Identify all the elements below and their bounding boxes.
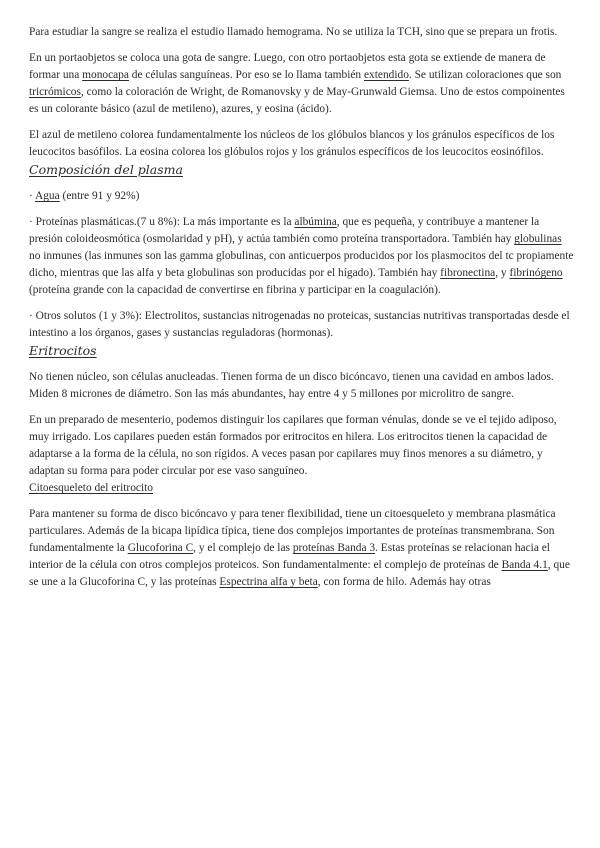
text-run: (proteína grande con la capacidad de convertirse en fibrina y participar en la coagulación). — [29, 284, 441, 296]
text-run: , que se une a la Glucoforina C, y las proteínas — [29, 559, 570, 588]
term-fibronectina: fibronectina — [440, 267, 496, 279]
term-globulinas: globulinas — [514, 233, 562, 245]
subsection-heading-citoesqueleto: Citoesqueleto del eritrocito — [29, 482, 153, 494]
text-run: , con forma de hilo. Además hay otras — [317, 576, 491, 588]
document-page — [29, 24, 575, 591]
eritrocitos-paragraph-citoesqueleto — [29, 506, 575, 591]
term-espectrina: Espectrina alfa y beta — [219, 576, 318, 588]
term-proteinas-banda-3: proteínas Banda 3 — [292, 542, 376, 554]
text-run: . Se utilizan coloraciones que son — [408, 69, 562, 81]
plasma-item-proteinas — [29, 214, 575, 299]
eritrocitos-paragraph-forma: No tienen núcleo, son células anucleadas. Tienen forma de un disco bicóncavo, tienen una cavidad en ambos lados. Miden 8 micrones de diámetro. Son las más abundantes, hay entre 4 y 5 millones por microlitro de sangre. — [29, 371, 554, 400]
term-extendido: extendido — [363, 69, 409, 81]
term-glucoforina-c: Glucoforina C — [127, 542, 194, 554]
text-run: (entre 91 y 92%) — [59, 190, 140, 202]
text-run: · Proteínas plasmáticas.(7 u 8%): La más importante es la — [29, 216, 295, 228]
section-heading-plasma: Composición del plasma — [29, 162, 183, 177]
section-heading-eritrocitos: Eritrocitos — [29, 343, 97, 358]
plasma-item-solutos: · Otros solutos (1 y 3%): Electrolitos, sustancias nitrogenadas no proteicas, sustancias nutritivas transportadas desde el intestino a los órganos, gases y sustancias reguladoras (hormonas). — [29, 310, 570, 339]
intro-paragraph-hemograma: Para estudiar la sangre se realiza el estudio llamado hemograma. No se utiliza la TCH, sino que se prepara un frotis. — [29, 26, 558, 38]
text-run: Para mantener su forma de disco bicóncavo y para tener flexibilidad, tiene un citoesqueleto y membrana plasmática particulares. Además de la bicapa lipídica típica, tiene dos complejos importantes de proteínas transmembrana. Son fundamentalmente la — [29, 508, 556, 554]
eritrocitos-paragraph-mesenterio: En un preparado de mesenterio, podemos distinguir los capilares que forman vénulas, donde se ve el tejido adiposo, muy irrigado. Los capilares pueden están formados por eritrocitos en hilera. Los eritrocitos tienen la capacidad de adaptarse a la forma de la célula, no son rígidos. A veces pasan por capilares muy finos menores a su diámetro, y adaptan su forma para poder circular por ese vaso sanguíneo. — [29, 414, 557, 477]
term-fibrinogeno: fibrinógeno — [509, 267, 563, 279]
plasma-item-agua — [29, 188, 575, 205]
bullet: · — [29, 190, 36, 202]
text-run: , y — [495, 267, 510, 279]
term-banda-4-1: Banda 4.1 — [501, 559, 548, 571]
text-run: no inmunes (las inmunes son las gamma globulinas, con anticuerpos producidos por los plasmocitos del tc propiamente dicho, mientras que las alfa y beta globulinas son producidas por el hígado). También hay — [29, 250, 574, 279]
term-agua: Agua — [35, 190, 60, 202]
text-run: En un portaobjetos se coloca una gota de sangre. Luego, con otro portaobjetos esta gota se extiende de manera de formar una — [29, 52, 546, 81]
text-run: , que es pequeña, y contribuye a mantener la presión coloideosmótica (osmolaridad y pH), y actúa también como proteína transportadora. También hay — [29, 216, 540, 245]
intro-paragraph-frotis — [29, 50, 575, 118]
text-run: , como la coloración de Wright, de Romanovsky y de May-Grunwald Giemsa. Uno de estos compoinentes es un colorante básico (azul de metileno), azures, y eosina (ácido). — [29, 86, 565, 115]
text-run: , y el complejo de las — [193, 542, 293, 554]
intro-paragraph-azul-metileno: El azul de metileno colorea fundamentalmente los núcleos de los glóbulos blancos y los gránulos específicos de los leucocitos basófilos. La eosina colorea los glóbulos rojos y los gránulos específicos de los leucocitos eosinófilos. — [29, 129, 555, 158]
term-albumina: albúmina — [294, 216, 337, 228]
text-run: . Estas proteínas se relacionan hacia el interior de la célula con otros complejos proteicos. Son fundamentalmente: el complejo de proteínas de — [29, 542, 550, 571]
term-monocapa: monocapa — [82, 69, 129, 81]
text-run: de células sanguíneas. Por eso se lo llama también — [128, 69, 364, 81]
term-tricromicos: tricrómicos — [29, 86, 81, 98]
